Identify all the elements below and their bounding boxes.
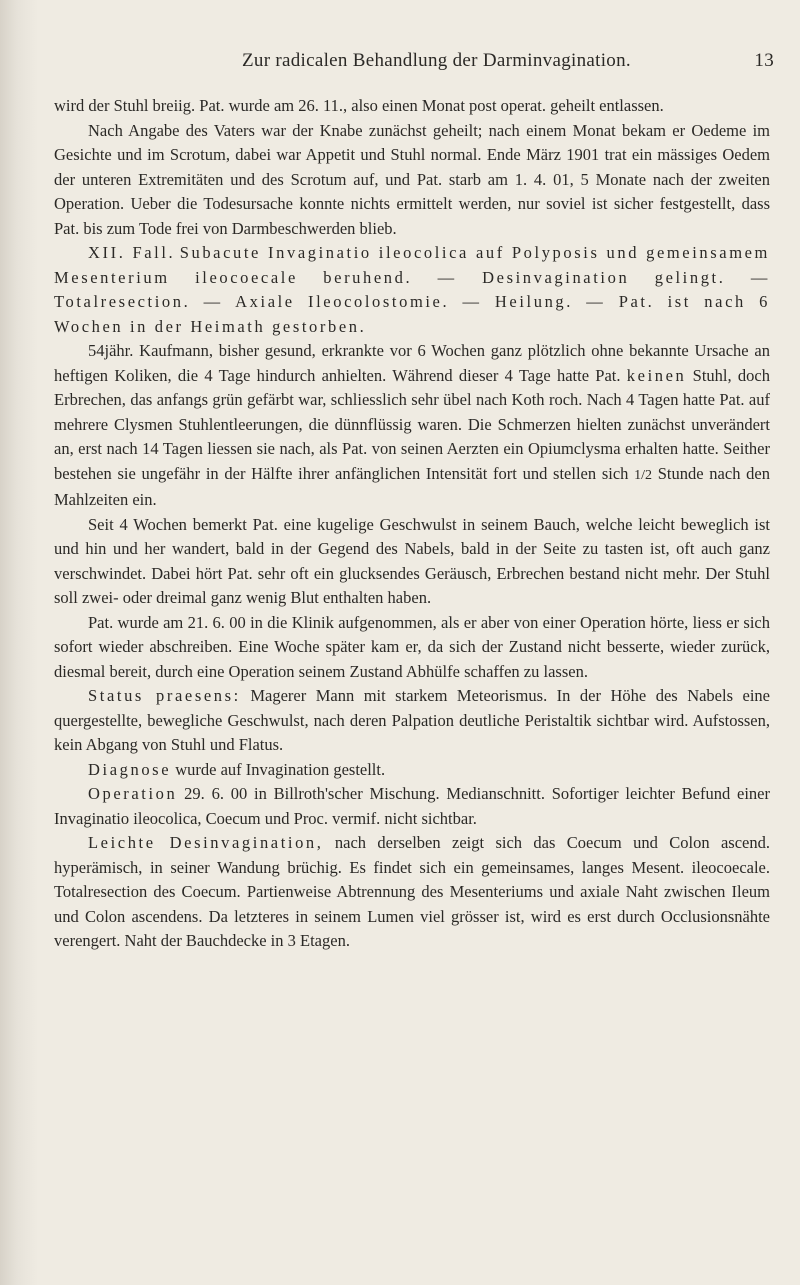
paragraph-operation: Operation 29. 6. 00 in Billroth'scher Mischung. Medianschnitt. Sofortiger leichter Befund einer Invaginatio ileocolica, Coecum und Proc. vermif. nicht sichtbar.	[54, 784, 770, 828]
running-header	[62, 44, 774, 78]
paragraph-4: 54jähr. Kaufmann, bisher gesund, erkrankte vor 6 Wochen ganz plötzlich ohne bekannte Ursache an heftigen Koliken, die 4 Tage hindurch anhielten. Während dieser 4 Tage hatte Pat. keinen Stuhl, doch Erbrechen, das anfangs grün gefärbt war, schliesslich sehr übel nach Koth roch. Nach 4 Tagen hatte Pat. auf mehrere Clysmen Stuhlentleerungen, die dünnflüssig waren. Die Schmerzen hielten zunächst unverändert an, erst nach 14 Tagen liessen sie nach, als Pat. von seinen Aerzten ein Opiumclysma erhalten hatte. Seither bestehen sie ungefähr in der Hälfte ihrer anfänglichen Intensität fort und stellen sich 1/2 Stunde nach den Mahlzeiten ein.	[54, 341, 770, 509]
paragraph-5: Seit 4 Wochen bemerkt Pat. eine kugelige Geschwulst in seinem Bauch, welche leicht beweglich ist und hin und her wandert, bald in der Gegend des Nabels, bald in der Seite zu tasten ist, oft auch ganz verschwindet. Dabei hört Pat. sehr oft ein glucksendes Geräusch, Erbrechen bestand nicht mehr. Der Stuhl soll zwei- oder dreimal ganz wenig Blut enthalten haben.	[54, 514, 770, 607]
paragraph-6: Pat. wurde am 21. 6. 00 in die Klinik aufgenommen, als er aber von einer Operation hörte, liess er sich sofort wieder abschreiben. Eine Woche später kam er, da sich der Zustand nicht besserte, wieder zurück, diesmal bereit, durch eine Operation seinem Zustand Abhülfe schaffen zu lassen.	[54, 612, 770, 681]
fraction-half: 1/2	[634, 467, 653, 483]
case-summary: Subacute Invaginatio ileocolica auf Polyposis und gemeinsamem Mesenterium ileocoecale beruhend. — Desinvagination gelingt. — Totalresection. — Axiale Ileocolostomie. — Heilung. — Pat. ist nach 6 Wochen in der Heimath gestorben.	[54, 243, 770, 336]
paragraph-diagnose: Diagnose wurde auf Invagination gestellt.	[88, 759, 386, 779]
page-number: 13	[754, 50, 774, 71]
diagnose-label: Diagnose	[88, 759, 172, 779]
desinvagination-label: Leichte Desinvagination,	[88, 833, 324, 852]
running-title: Zur radicalen Behandlung der Darminvagination.	[242, 50, 631, 71]
emphasis-keinen: keinen	[626, 365, 687, 385]
case-label: XII. Fall.	[88, 243, 176, 262]
paragraph-1: wird der Stuhl breiig. Pat. wurde am 26. 11., also einen Monat post operat. geheilt entlassen.	[54, 96, 664, 115]
case-heading-paragraph	[54, 241, 770, 339]
operation-label: Operation	[88, 784, 178, 803]
page-body	[54, 94, 770, 954]
paragraph-status: Status praesens: Magerer Mann mit starkem Meteorismus. In der Höhe des Nabels eine quergestellte, bewegliche Geschwulst, nach deren Palpation deutliche Peristaltik sichtbar wird. Aufstossen, kein Abgang von Stuhl und Flatus.	[54, 686, 770, 754]
paragraph-desinvagination: Leichte Desinvagination, nach derselben zeigt sich das Coecum und Colon ascend. hyperämisch, in seiner Wandung brüchig. Es findet sich ein gemeinsames, langes Mesent. ileocoecale. Totalresection des Coecum. Partienweise Abtrennung des Mesenteriums und axiale Naht zwischen Ileum und Colon ascendens. Da letzteres in seinem Lumen viel grösser ist, wird es erst durch Occlusionsnähte verengert. Naht der Bauchdecke in 3 Etagen.	[54, 833, 770, 950]
page-binding-shadow	[0, 0, 38, 1285]
status-label: Status praesens:	[88, 686, 241, 705]
paragraph-2: Nach Angabe des Vaters war der Knabe zunächst geheilt; nach einem Monat bekam er Oedeme im Gesichte und im Scrotum, dabei war Appetit und Stuhl normal. Ende März 1901 trat ein mässiges Oedem der unteren Extremitäten und des Scrotum auf, und Pat. starb am 1. 4. 01, 5 Monate nach der zweiten Operation. Ueber die Todesursache konnte nichts ermittelt werden, nur soviel ist sicher festgestellt, dass Pat. bis zum Tode frei von Darmbeschwerden blieb.	[54, 120, 770, 238]
